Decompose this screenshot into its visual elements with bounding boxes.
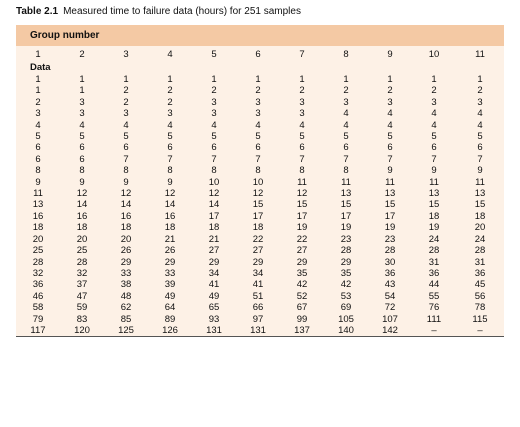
table-cell: 1	[343, 74, 349, 85]
table-cell: 4	[299, 119, 305, 131]
table-cell: 8	[343, 165, 349, 177]
table-cell: 137	[294, 324, 310, 336]
table-cell: 31	[428, 256, 440, 268]
table-cell: 6	[299, 142, 305, 154]
table-cell: 1	[123, 74, 129, 85]
table-cell: 3	[299, 96, 305, 108]
table-cell: 8	[299, 165, 305, 177]
table-cell: 3	[35, 108, 41, 120]
table-cell: 51	[252, 290, 264, 302]
table-cell: 69	[340, 302, 352, 314]
table-cell: 3	[477, 96, 483, 108]
table-cell: 3	[123, 108, 129, 120]
table-cell: 66	[252, 302, 264, 314]
table-cell: 7	[255, 153, 261, 165]
table-caption-label: Table 2.1	[16, 6, 59, 17]
column-header: 2	[79, 49, 85, 61]
table-cell: 36	[428, 267, 440, 279]
table-cell: 3	[79, 108, 85, 120]
table-cell: 6	[431, 142, 437, 154]
table-cell: 28	[428, 245, 440, 257]
table-cell: 28	[76, 256, 88, 268]
table-cell: 107	[382, 313, 398, 325]
table-cell: 59	[76, 302, 88, 314]
table-cell: 7	[299, 153, 305, 165]
table-cell: 105	[338, 313, 354, 325]
table-cell: 4	[477, 119, 483, 131]
table-cell: 3	[255, 108, 261, 120]
table-cell: 6	[167, 142, 173, 154]
table-cell: 18	[32, 222, 44, 234]
table-cell: 18	[208, 222, 220, 234]
table-cell: 13	[32, 199, 44, 211]
column-header: 8	[343, 49, 349, 61]
table-cell: 4	[343, 108, 349, 120]
table-cell: 18	[120, 222, 132, 234]
table-cell: 4	[35, 119, 41, 131]
table-cell: 11	[297, 176, 307, 188]
table-cell: 12	[208, 188, 220, 200]
table-cell: 12	[120, 188, 132, 200]
table-cell: 6	[343, 142, 349, 154]
table-cell: 7	[343, 153, 349, 165]
table-cell: 20	[120, 233, 132, 245]
table-cell: 9	[431, 165, 437, 177]
table-caption	[16, 6, 301, 18]
table-cell: 99	[296, 313, 308, 325]
table-row	[16, 97, 504, 108]
table-cell: 4	[211, 119, 217, 131]
table-cell: 11	[385, 176, 395, 188]
table-row	[16, 211, 504, 222]
table-cell: 79	[32, 313, 44, 325]
table-cell: 46	[32, 290, 44, 302]
table-cell: 19	[428, 222, 440, 234]
table-cell: 16	[32, 210, 44, 222]
table-cell: 18	[164, 222, 176, 234]
table-cell: 5	[299, 131, 305, 143]
table-cell: 29	[120, 256, 132, 268]
table-cell: 3	[79, 96, 85, 108]
data-label: Data	[30, 62, 51, 74]
table-cell: 29	[340, 256, 352, 268]
table-cell: 3	[211, 108, 217, 120]
column-header-row	[16, 46, 504, 62]
table-row	[16, 268, 504, 279]
table-cell: 7	[123, 153, 129, 165]
table-cell: 32	[76, 267, 88, 279]
table-cell: 3	[211, 96, 217, 108]
table-cell: 56	[474, 290, 486, 302]
column-header: 6	[255, 49, 261, 61]
table-cell: 5	[123, 131, 129, 143]
table-cell: 1	[79, 85, 85, 97]
table-cell: 35	[340, 267, 352, 279]
table-cell: 36	[384, 267, 396, 279]
table-cell: 58	[32, 302, 44, 314]
table-cell: 42	[296, 279, 308, 291]
table-row	[16, 177, 504, 188]
table-cell: 7	[387, 153, 393, 165]
table-cell: 4	[343, 119, 349, 131]
table-cell: 8	[167, 165, 173, 177]
table-cell: 29	[164, 256, 176, 268]
table-cell: 1	[79, 74, 85, 85]
table-cell: 47	[76, 290, 88, 302]
table-cell: 89	[164, 313, 176, 325]
table-cell: 13	[428, 188, 440, 200]
table-cell: 3	[343, 96, 349, 108]
table-cell: 93	[208, 313, 220, 325]
table-cell: 13	[474, 188, 486, 200]
table-cell: 34	[252, 267, 264, 279]
table-row	[16, 131, 504, 142]
table-cell: 1	[35, 85, 41, 97]
table-cell: 8	[123, 165, 129, 177]
table-cell: 39	[164, 279, 176, 291]
table-cell: 22	[296, 233, 308, 245]
table-cell: 14	[120, 199, 132, 211]
table-cell: 4	[431, 108, 437, 120]
table-cell: 33	[164, 267, 176, 279]
table-cell: 24	[474, 233, 486, 245]
table-cell: 140	[338, 324, 354, 336]
table-cell: 15	[296, 199, 308, 211]
table-cell: 4	[431, 119, 437, 131]
table-cell: 5	[343, 131, 349, 143]
column-header: 11	[475, 49, 485, 61]
table-cell: 36	[32, 279, 44, 291]
table-cell: 29	[296, 256, 308, 268]
table-cell: 18	[252, 222, 264, 234]
table-cell: 1	[35, 74, 41, 85]
group-number-header	[16, 25, 504, 46]
table-cell: 19	[384, 222, 396, 234]
table-cell: 4	[123, 119, 129, 131]
table-cell: 12	[164, 188, 176, 200]
table-cell: 9	[167, 176, 173, 188]
table-cell: 126	[162, 324, 178, 336]
table-cell: 12	[296, 188, 308, 200]
table-cell: 7	[431, 153, 437, 165]
table-row	[16, 279, 504, 290]
table-cell: 11	[429, 176, 439, 188]
table-cell: 3	[255, 96, 261, 108]
table-cell: 3	[387, 96, 393, 108]
table-caption-text: Measured time to failure data (hours) for 251 samples	[63, 6, 301, 17]
table-cell: 21	[208, 233, 220, 245]
table-body	[16, 46, 504, 336]
table-cell: 8	[255, 165, 261, 177]
table-cell: 42	[340, 279, 352, 291]
table-row	[16, 74, 504, 85]
table-cell: 4	[477, 108, 483, 120]
table-cell: 16	[164, 210, 176, 222]
table-cell: 38	[120, 279, 132, 291]
table-cell: 6	[35, 153, 41, 165]
table-cell: 41	[208, 279, 220, 291]
data-label-row	[16, 62, 504, 74]
table-cell: 33	[120, 267, 132, 279]
table-row	[16, 165, 504, 176]
table-row	[16, 234, 504, 245]
table-cell: 20	[76, 233, 88, 245]
table-cell: 5	[167, 131, 173, 143]
table-cell: 6	[387, 142, 393, 154]
table-cell: 34	[208, 267, 220, 279]
table-cell: 2	[35, 96, 41, 108]
table-cell: 26	[164, 245, 176, 257]
table-cell: 2	[123, 85, 129, 97]
table-cell: 9	[123, 176, 129, 188]
table-cell: 1	[387, 74, 393, 85]
table-cell: 5	[255, 131, 261, 143]
table-cell: 12	[252, 188, 264, 200]
table-cell: 97	[252, 313, 264, 325]
table-cell: 9	[387, 165, 393, 177]
table-cell: 2	[255, 85, 261, 97]
column-header: 4	[167, 49, 173, 61]
table-cell: 48	[120, 290, 132, 302]
table-cell: 2	[431, 85, 437, 97]
table-cell: 5	[387, 131, 393, 143]
table-row	[16, 108, 504, 119]
table-cell: 37	[76, 279, 88, 291]
table-cell: 13	[340, 188, 352, 200]
table-cell: 14	[164, 199, 176, 211]
table-cell: 4	[387, 108, 393, 120]
table-cell: 20	[32, 233, 44, 245]
table-cell: 25	[32, 245, 44, 257]
table-cell: 10	[208, 176, 220, 188]
table-cell: 8	[211, 165, 217, 177]
table-cell: 28	[384, 245, 396, 257]
table-cell: 5	[477, 131, 483, 143]
table-cell: 44	[428, 279, 440, 291]
table-cell: 15	[474, 199, 486, 211]
table-cell: 8	[35, 165, 41, 177]
table-cell: 2	[343, 85, 349, 97]
table-cell: 2	[167, 96, 173, 108]
table-cell: 4	[255, 119, 261, 131]
table-cell: 78	[474, 302, 486, 314]
table-cell: 9	[477, 165, 483, 177]
table-cell: 6	[477, 142, 483, 154]
table-cell: 15	[384, 199, 396, 211]
table-row	[16, 142, 504, 153]
table-cell: 2	[211, 85, 217, 97]
table-cell: 35	[296, 267, 308, 279]
table-cell: 18	[76, 222, 88, 234]
table-cell: 23	[340, 233, 352, 245]
table-cell: 27	[252, 245, 264, 257]
table-cell: 83	[76, 313, 88, 325]
table-cell: 29	[252, 256, 264, 268]
table-cell: 27	[296, 245, 308, 257]
table-cell: 2	[299, 85, 305, 97]
column-header: 1	[35, 49, 41, 61]
table-cell: 2	[123, 96, 129, 108]
table-cell: 111	[426, 313, 442, 325]
table-cell: 22	[252, 233, 264, 245]
table-cell: 2	[387, 85, 393, 97]
table-cell: 7	[211, 153, 217, 165]
table-cell: 49	[164, 290, 176, 302]
table-cell: 6	[79, 153, 85, 165]
column-header: 5	[211, 49, 217, 61]
table-cell: 5	[35, 131, 41, 143]
table-cell: 72	[384, 302, 396, 314]
table-cell: 15	[252, 199, 264, 211]
table-cell: 45	[474, 279, 486, 291]
table-cell: 16	[76, 210, 88, 222]
table-cell: 3	[299, 108, 305, 120]
table-cell: 55	[428, 290, 440, 302]
table-cell: 31	[474, 256, 486, 268]
table-cell: 125	[118, 324, 134, 336]
table-row	[16, 199, 504, 210]
table-cell: 36	[474, 267, 486, 279]
table-cell: 54	[384, 290, 396, 302]
table-row	[16, 245, 504, 256]
table-cell: 62	[120, 302, 132, 314]
table-cell: 4	[387, 119, 393, 131]
table-cell: 11	[33, 188, 43, 200]
table-row	[16, 188, 504, 199]
table-cell: 23	[384, 233, 396, 245]
table-cell: 32	[32, 267, 44, 279]
table-cell: 65	[208, 302, 220, 314]
table-cell: 7	[167, 153, 173, 165]
table-cell: 76	[428, 302, 440, 314]
table-cell: 64	[164, 302, 176, 314]
table-cell: 30	[384, 256, 396, 268]
table-row	[16, 314, 504, 325]
table-cell: 67	[296, 302, 308, 314]
table-cell: 142	[382, 324, 398, 336]
table-cell: 1	[167, 74, 173, 85]
table-cell: 131	[250, 324, 266, 336]
table-cell: 12	[76, 188, 88, 200]
table-cell: 6	[255, 142, 261, 154]
failure-data-table-container	[16, 46, 504, 337]
table-cell: 43	[384, 279, 396, 291]
table-cell: 41	[252, 279, 264, 291]
table-cell: 14	[208, 199, 220, 211]
table-cell: 7	[477, 153, 483, 165]
table-cell: 4	[167, 119, 173, 131]
table-cell: 85	[120, 313, 132, 325]
table-cell: 28	[340, 245, 352, 257]
table-cell: 49	[208, 290, 220, 302]
table-cell: 13	[384, 188, 396, 200]
table-cell: 131	[206, 324, 222, 336]
table-cell: 17	[296, 210, 308, 222]
table-cell: 6	[211, 142, 217, 154]
table-row	[16, 291, 504, 302]
table-row	[16, 120, 504, 131]
table-cell: 18	[428, 210, 440, 222]
table-cell: 1	[299, 74, 305, 85]
table-cell: 9	[79, 176, 85, 188]
table-cell: 28	[474, 245, 486, 257]
table-cell: 5	[79, 131, 85, 143]
table-cell: 27	[208, 245, 220, 257]
table-cell: 17	[340, 210, 352, 222]
column-header: 9	[387, 49, 393, 61]
table-cell: 5	[211, 131, 217, 143]
table-cell: 3	[167, 108, 173, 120]
table-cell: 19	[340, 222, 352, 234]
table-cell: 53	[340, 290, 352, 302]
table-cell: 1	[477, 74, 483, 85]
table-cell: 2	[167, 85, 173, 97]
failure-data-table	[16, 46, 504, 336]
table-cell: 6	[79, 142, 85, 154]
table-cell: 115	[472, 313, 488, 325]
table-cell: –	[431, 324, 437, 336]
table-cell: 11	[341, 176, 351, 188]
table-cell: 15	[340, 199, 352, 211]
table-cell: 6	[35, 142, 41, 154]
table-cell: 10	[252, 176, 264, 188]
table-cell: 19	[296, 222, 308, 234]
table-cell: 28	[32, 256, 44, 268]
table-row	[16, 222, 504, 233]
table-cell: 8	[79, 165, 85, 177]
table-row	[16, 154, 504, 165]
table-cell: 25	[76, 245, 88, 257]
table-cell: 52	[296, 290, 308, 302]
table-cell: 17	[384, 210, 396, 222]
column-header: 7	[299, 49, 305, 61]
column-header: 10	[428, 49, 440, 61]
table-cell: 24	[428, 233, 440, 245]
table-cell: 18	[474, 210, 486, 222]
table-row	[16, 85, 504, 96]
table-cell: –	[477, 324, 483, 336]
table-cell: 3	[431, 96, 437, 108]
column-header: 3	[123, 49, 129, 61]
table-cell: 26	[120, 245, 132, 257]
table-cell: 20	[474, 222, 486, 234]
table-cell: 29	[208, 256, 220, 268]
table-cell: 17	[252, 210, 264, 222]
table-cell: 1	[211, 74, 217, 85]
table-row	[16, 302, 504, 313]
table-cell: 120	[74, 324, 90, 336]
table-cell: 16	[120, 210, 132, 222]
table-row	[16, 325, 504, 336]
table-cell: 21	[164, 233, 176, 245]
table-cell: 5	[431, 131, 437, 143]
table-cell: 14	[76, 199, 88, 211]
table-cell: 17	[208, 210, 220, 222]
table-cell: 9	[35, 176, 41, 188]
table-cell: 11	[475, 176, 485, 188]
table-cell: 6	[123, 142, 129, 154]
table-cell: 117	[30, 324, 46, 336]
table-cell: 2	[477, 85, 483, 97]
table-row	[16, 257, 504, 268]
table-cell: 1	[255, 74, 261, 85]
table-cell: 4	[79, 119, 85, 131]
table-cell: 15	[428, 199, 440, 211]
group-number-label: Group number	[30, 30, 100, 41]
table-cell: 1	[431, 74, 437, 85]
